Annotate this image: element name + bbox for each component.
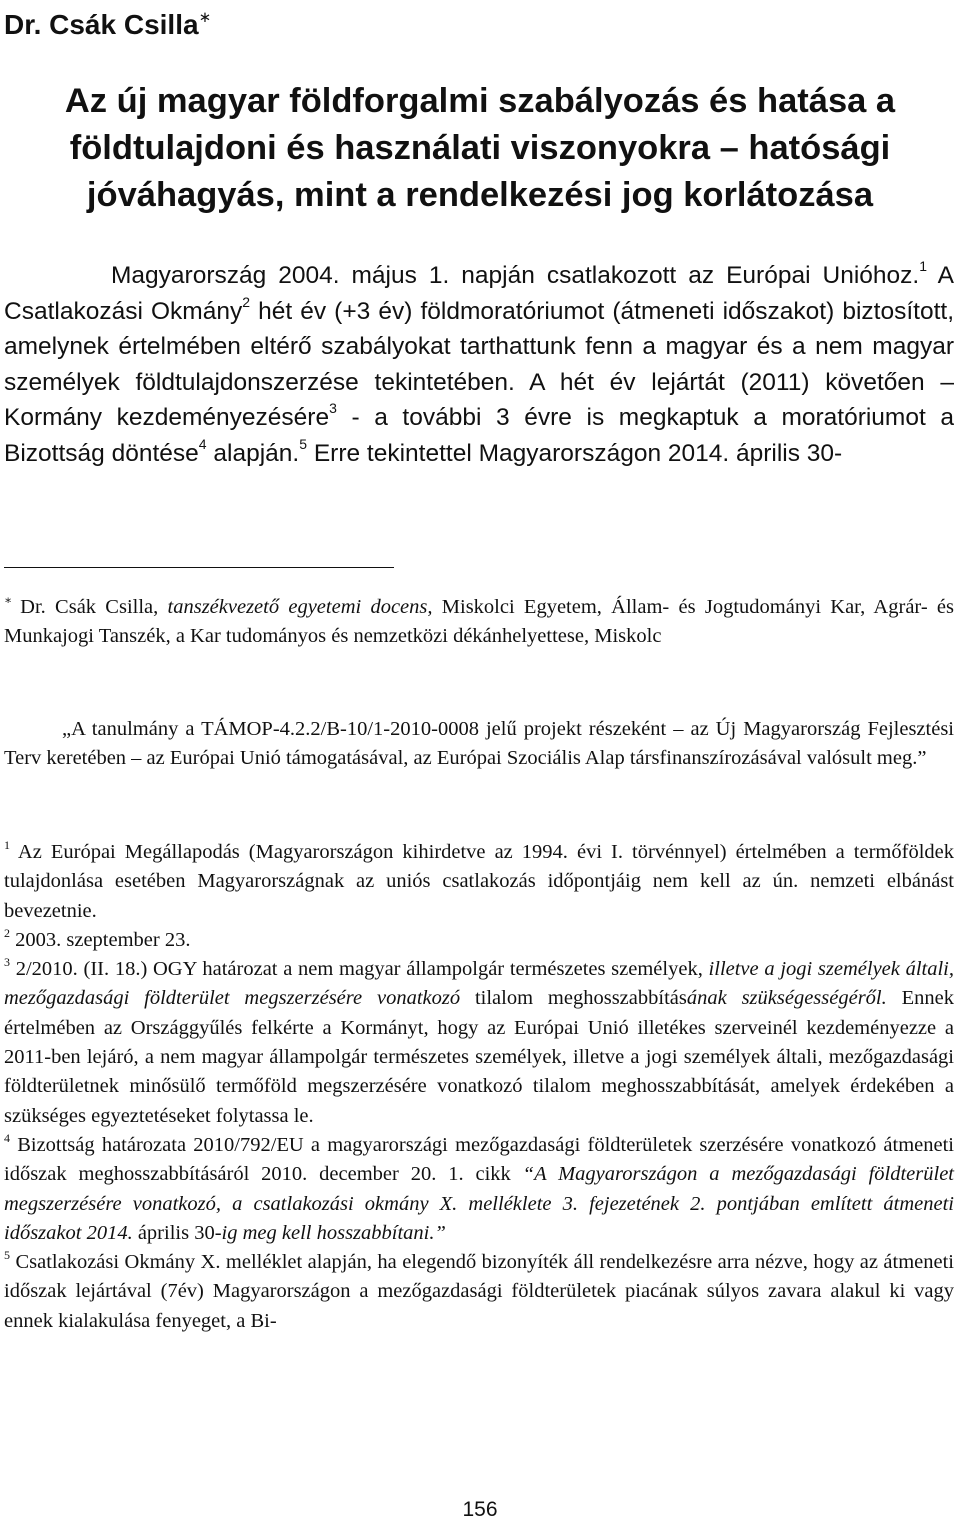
footnote-4-number: 4 <box>4 1130 10 1145</box>
footnote-3-text-a: 2/2010. (II. 18.) OGY határozat a nem magyar állampolgár természetes személyek, <box>15 958 703 981</box>
footnote-divider <box>4 567 394 568</box>
footnote-2 <box>4 926 954 955</box>
footnote-1-text: Az Európai Megállapodás (Magyarországon kihirdetve az 1994. évi I. törvénnyel) értelmében a termőföldek tulajdonlása esetében Magyarországnak az uniós csatlakozás időpontjáig nem kell az ún. nemzeti elbánást bevezetnie. <box>4 841 954 922</box>
footnote-3-text-c: tilalom meghosszabbítás <box>474 987 687 1010</box>
footnote-list <box>4 838 954 1336</box>
project-note-text: „A tanulmány a TÁMOP-4.2.2/B-10/1-2010-0008 jelű projekt részeként – az Új Magyarország Fejlesztési Terv keretében – az Európai Unió támogatásával, az Európai Szociális Alap társfinanszírozásával valósult meg.” <box>4 718 954 770</box>
footnote-ref-4: 4 <box>198 435 207 452</box>
footnote-1-number: 1 <box>4 838 10 852</box>
author-footnote-mark: ∗ <box>198 9 212 26</box>
footnote-4-text-c: április 30- <box>137 1221 222 1244</box>
author-footnote-affiliation: Miskolci Egyetem, Állam- és Jogtudományi Kar, Agrár- és Munkajogi Tanszék, a Kar tudományos és nemzetközi dékánhelyettese, Miskolc <box>4 596 954 648</box>
title-line-3: jóváhagyás, mint a rendelkezési jog korlátozása <box>86 176 874 214</box>
project-note <box>4 715 954 774</box>
author-footnote-role: tanszékvezető egyetemi docens, <box>167 596 433 618</box>
footnote-1 <box>4 838 954 926</box>
footnote-5-number: 5 <box>4 1248 10 1263</box>
body-text-3: hét év (+3 év) földmoratóriumot (átmeneti időszakot) biztosított, amelynek értelmében eltérő szabályokat tarthattunk fenn a magyar és a nem magyar személyek földtulajdonszerzése tekintetében. A hét év lejártát (2011) követően – Kormány kezdeményezésére <box>4 297 954 431</box>
footnote-4-text-a: Bizottság határozata 2010/792/EU a magyarországi mezőgazdasági földterületek szerzésére vonatkozó átmeneti időszak meghosszabbításáról 2010. december 20. 1. cikk <box>4 1133 954 1186</box>
footnote-5-text: Csatlakozási Okmány X. melléklet alapján, ha elegendő bizonyíték áll rendelkezésre arra nézve, hogy az átmeneti időszak lejártával (7év) Magyarországon a mezőgazdasági földterületek piacának súlyos zavara alakul ki vagy ennek kialakulása fenyeget, a Bi- <box>4 1251 955 1332</box>
footnote-4-italic-d: ig meg kell hosszabbítani.” <box>221 1221 446 1244</box>
page-number: 156 <box>462 1498 498 1521</box>
footnote-ref-3: 3 <box>329 400 337 416</box>
footnote-ref-2: 2 <box>242 293 250 310</box>
footnote-ref-5: 5 <box>299 435 308 452</box>
footnote-3-italic-d: ának szükségességéről. <box>686 987 887 1010</box>
body-text-4: - a további 3 évre is megkaptuk a moratóriumot a Bizottság döntése <box>4 404 954 467</box>
footnote-3 <box>4 955 954 1131</box>
footnote-3-text-e: Ennek értelmében az Országgyűlés felkérte a Kormányt, hogy az Európai Unió illetékes szerveinél kezdeményezze a 2011-ben lejáró, a nem magyar állampolgár természetes személyek, illetve a jogi személyek általi, mezőgazdasági földterületnek minősülő termőföld megszerzésére vonatkozó tilalom meghosszabbítását, amelyek érdekében a szükséges egyeztetéseket folytassa le. <box>4 987 954 1127</box>
footnote-5 <box>4 1248 954 1336</box>
body-text-2: A Csatlakozási Okmány <box>4 262 954 325</box>
author-footnote-star: ∗ <box>4 593 13 607</box>
footnote-3-number: 3 <box>4 955 10 970</box>
author-heading <box>4 0 211 43</box>
footnote-4 <box>4 1131 954 1248</box>
author-name: Dr. Csák Csilla <box>4 9 199 40</box>
body-text-5: alapján. <box>206 439 300 467</box>
footnote-3-italic-b: illetve a jogi személyek általi, mezőgazdasági földterület megszerzésére vonatkozó <box>4 958 954 1010</box>
article-title <box>0 78 960 219</box>
body-text-6: Erre tekintettel Magyarországon 2014. április 30- <box>307 439 843 467</box>
footnote-2-text: 2003. szeptember 23. <box>15 928 191 951</box>
author-footnote <box>4 586 954 652</box>
title-line-2: földtulajdoni és használati viszonyokra – hatósági <box>69 129 891 167</box>
author-footnote-name: Dr. Csák Csilla, <box>20 596 159 618</box>
body-paragraph <box>4 258 954 471</box>
footnote-ref-1: 1 <box>919 258 928 274</box>
footnote-2-number: 2 <box>4 925 10 940</box>
body-text-1: Magyarország 2004. május 1. napján csatlakozott az Európai Unióhoz. <box>111 262 920 289</box>
footnote-4-italic-b: “A Magyarországon a mezőgazdasági földterület megszerzésére vonatkozó, a csatlakozási okmány X. melléklete 3. fejezetének 2. pontjában említett átmeneti időszakot 2014. <box>4 1163 955 1244</box>
title-line-1: Az új magyar földforgalmi szabályozás és hatása a <box>64 82 896 120</box>
